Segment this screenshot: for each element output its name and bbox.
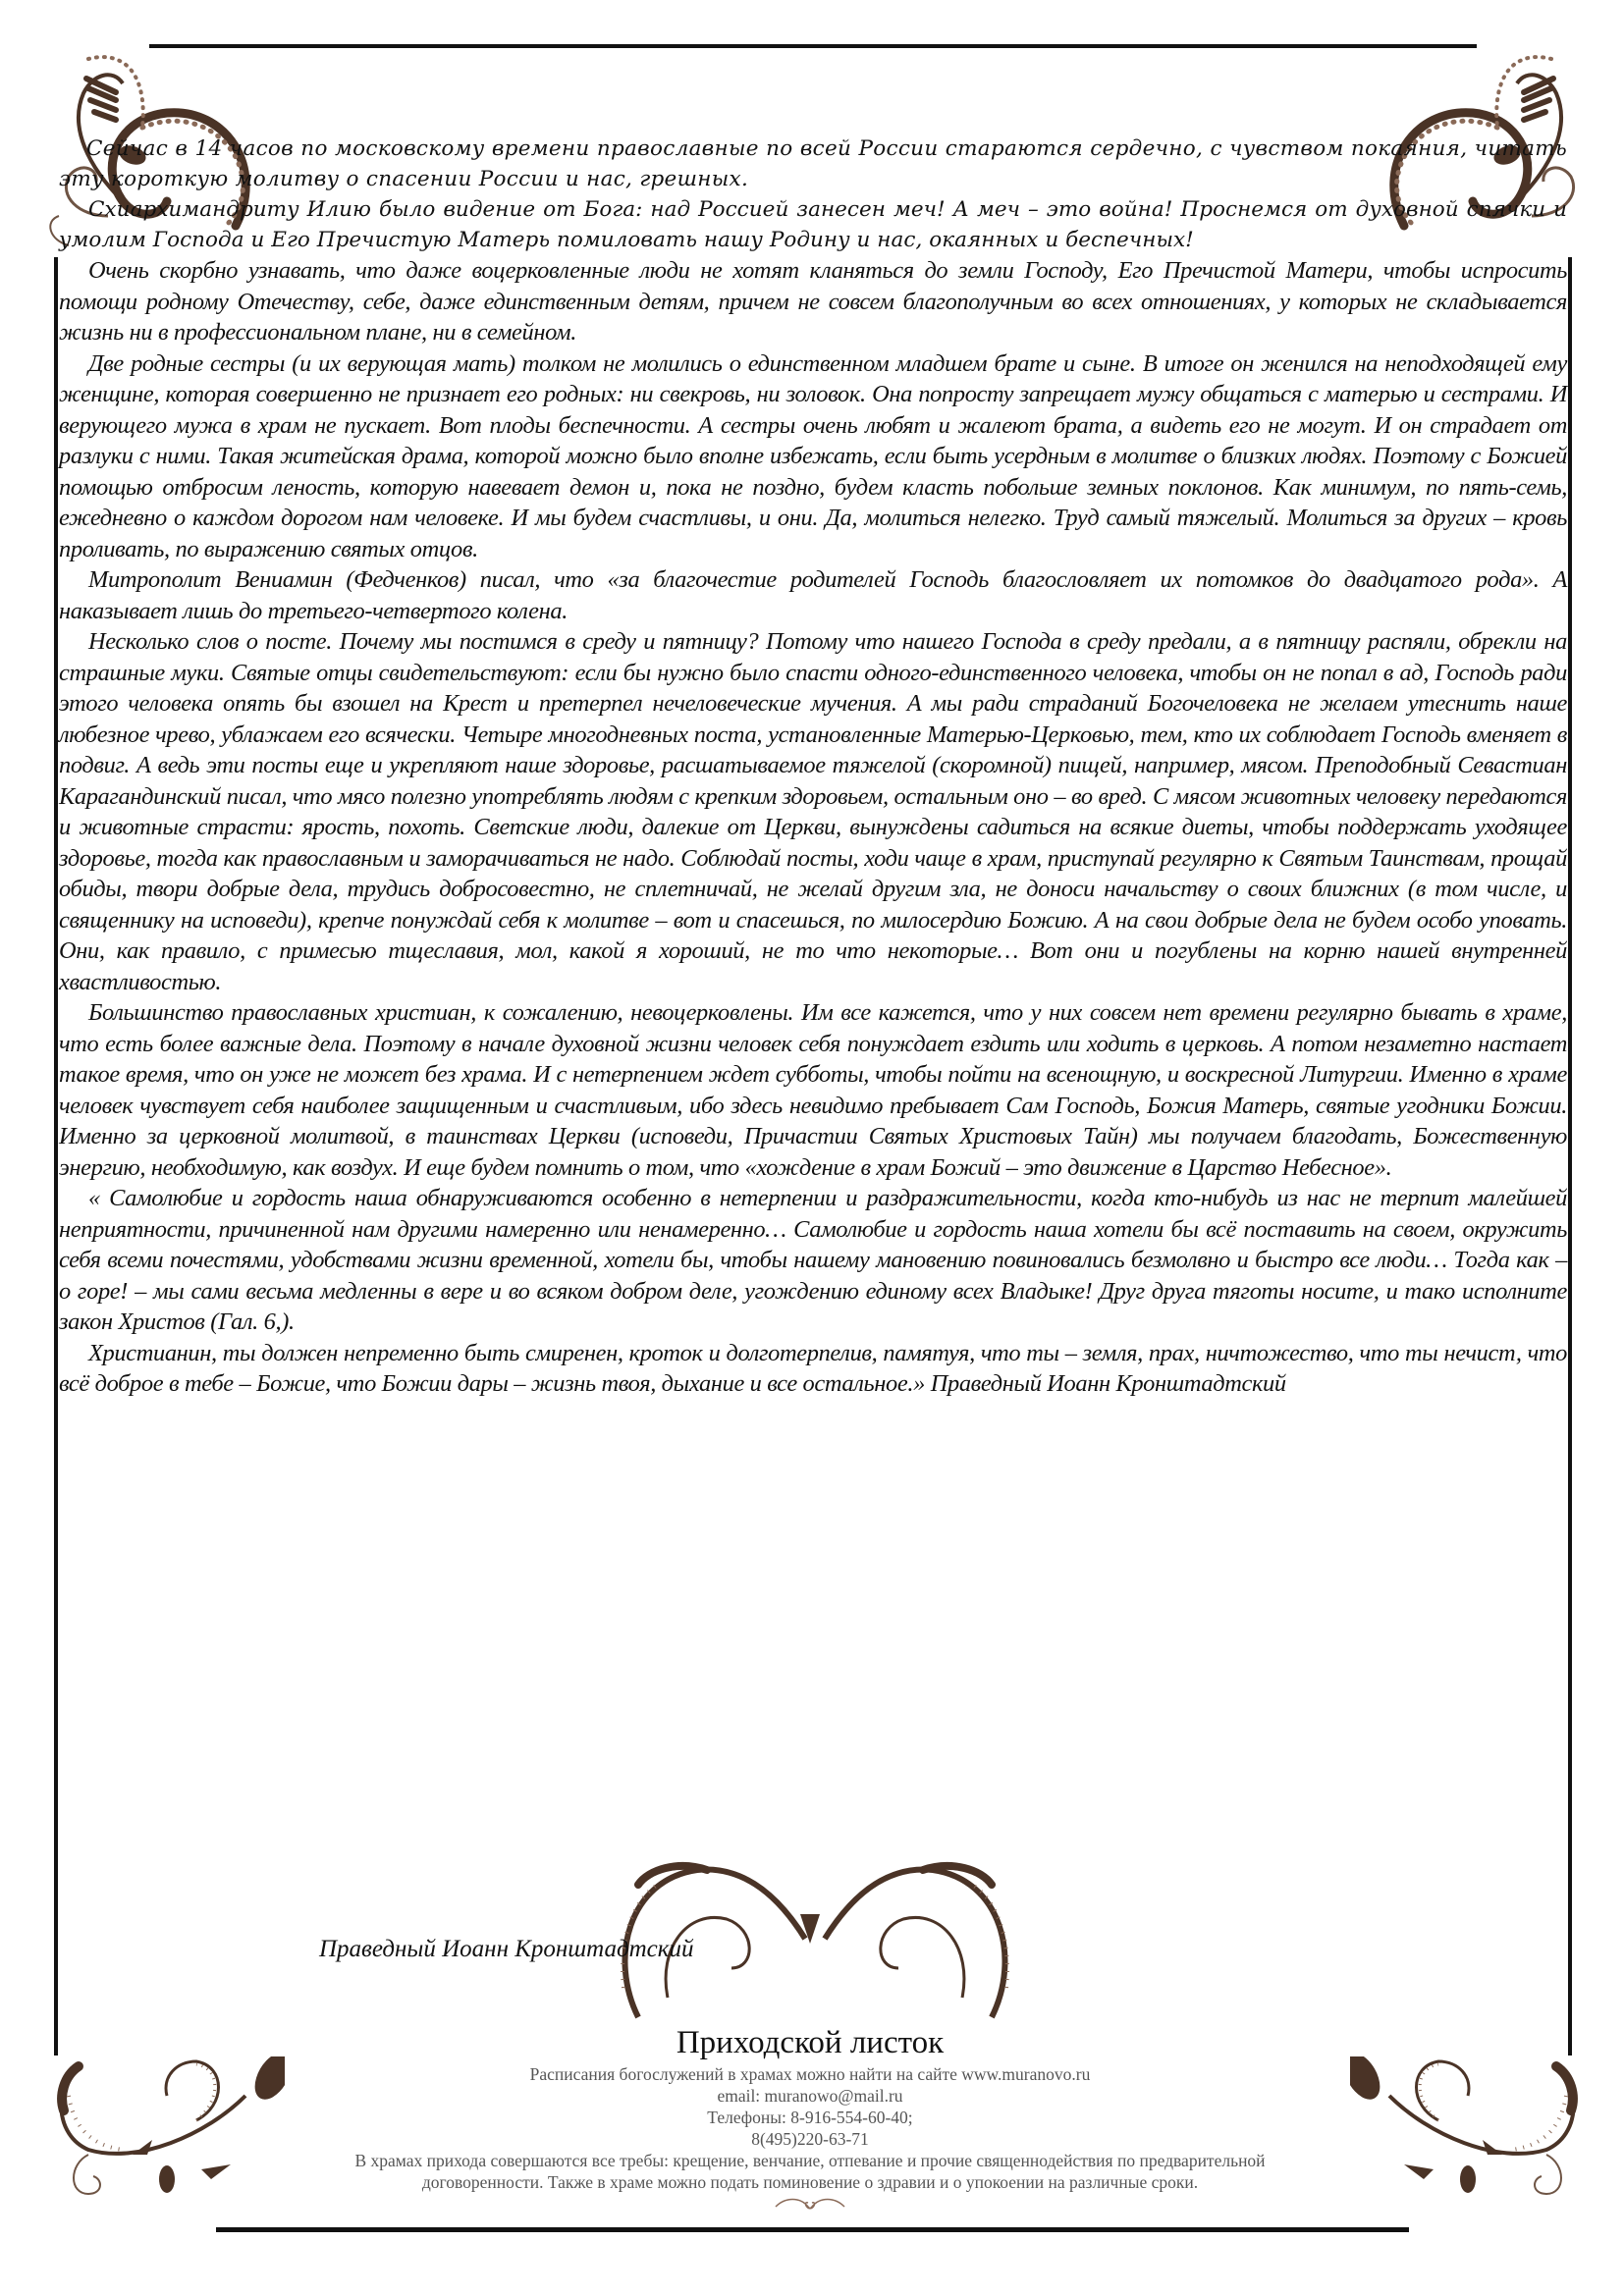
top-border-rule	[149, 44, 1477, 48]
paragraph-metropolitan: Митрополит Вениамин (Федченков) писал, что «за благочестие родителей Господь благословляет их потомков до двадцатого рода». А наказывает лишь до третьего-четвертого колена.	[59, 566, 1567, 624]
footer-phone-2: 8(495)220-63-71	[751, 2129, 869, 2149]
footer-flourish-icon	[771, 2197, 849, 2215]
paragraph-bowing: Очень скорбно узнавать, что даже воцерковленные люди не хотят кланяться до земли Господу, Его Пречистой Матери, чтобы испросить помощи родному Отечеству, себе, даже единственным детям, причем не совсем благополучным во всех отношениях, у которых не складывается жизнь ни в профессиональном плане, ни в семейном.	[59, 257, 1567, 346]
paragraph-prayer-time: Сейчас в 14 часов по московскому времени православные по всей России стараются сердечно, с чувством покаяния, читать эту короткую молитву о спасении России и нас, грешных.	[59, 136, 1567, 191]
footer-schedule-note: Расписания богослужений в храмах можно найти на сайте www.muranovo.ru	[529, 2064, 1091, 2084]
footer-title: Приходской листок	[676, 2025, 945, 2060]
paragraph-quote-pride: « Самолюбие и гордость наша обнаруживаются особенно в нетерпении и раздражительности, когда кто-нибудь из нас не терпит малейшей неприятности, причиненной нам другими намеренно или ненамеренно… Самолюбие и гордость наша хотели бы всё поставить на своем, окружить себя всеми почестями, удобствами жизни временной, хотели бы, чтобы нашему мановению повиновались безмолвно и быстро все люди… Тогда как – о горе! – мы сами весьма медленны в вере и во всяком добром деле, угождению единому всех Владыке! Друг друга тяготы носите, и тако исполните закон Христов (Гал. 6,).	[59, 1185, 1567, 1335]
bottom-border-rule	[216, 2227, 1409, 2232]
footer-services-note-2: договоренности. Также в храме можно подать поминовение о здравии и о упокоении на различные сроки.	[421, 2172, 1199, 2192]
parish-footer	[236, 2025, 1384, 2219]
right-border-rule	[1568, 257, 1572, 2056]
paragraph-church-attendance: Большинство православных христиан, к сожалению, невоцерковлены. Им все кажется, что у них совсем нет времени регулярно бывать в храме, что есть более важные дела. Поэтому в начале духовной жизни человек себя понуждает ездить или ходить в церковь. А потом незаметно настает такое время, что он уже не может без храма. И с нетерпением ждет субботы, чтобы пойти на всенощную, и воскресной Литургии. Именно в храме человек чувствует себя наиболее защищенным и счастливым, ибо здесь невидимо пребывает Сам Господь, Божия Матерь, святые угодники Божии. Именно за церковной молитвой, в таинствах Церкви (исповеди, Причастии Святых Христовых Тайн) мы получаем благодать, Божественную энергию, необходимую, как воздух. И еще будем помнить о том, что «хождение в храм Божий – это движение в Царство Небесное».	[59, 999, 1567, 1181]
paragraph-sisters: Две родные сестры (и их верующая мать) толком не молились о единственном младшем брате и сыне. В итоге он женился на неподходящей ему женщине, которая совершенно не признает его родных: ни свекровь, ни золовок. Она попросту запрещает мужу общаться с матерью и сестрами. И верующего мужа в храм не пускает. Вот плоды беспечности. А сестры очень любят и жалеют брата, а видеть его не могут. И он страдает от разлуки с ними. Такая житейская драма, которой можно было вполне избежать, если быть усердным в молитве о близких людях. Поэтому с Божией помощью отбросим леность, которую навевает демон и, пока не поздно, будем класть побольше земных поклонов. Как минимум, по пять-семь, ежедневно о каждом дорогом нам человеке. И мы будем счастливы, и они. Да, молиться нелегко. Труд самый тяжелый. Молиться за других – кровь проливать, по выражению святых отцов.	[59, 349, 1567, 562]
left-border-rule	[54, 257, 58, 2056]
footer-email: email: muranowo@mail.ru	[717, 2086, 903, 2106]
article-body	[59, 133, 1567, 1400]
paragraph-vision: Схиархимандриту Илию было видение от Бога: над Россией занесен меч! А меч – это война! Проснемся от духовной спячки и умолим Господа и Его Пречистую Матерь помиловать нашу Родину и нас, окаянных и беспечных!	[59, 197, 1567, 252]
footer-services-note-1: В храмах прихода совершаются все требы: крещение, венчание, отпевание и прочие священнодействия по предварительной	[354, 2151, 1266, 2170]
paragraph-fasting: Несколько слов о посте. Почему мы постимся в среду и пятницу? Потому что нашего Господа в среду предали, а в пятницу распяли, обрекли на страшные муки. Святые отцы свидетельствуют: если бы нужно было спасти одного-единственного человека, чтобы он не попал в ад, Господь ради этого человека опять бы взошел на Крест и претерпел нечеловеческие мучения. А мы ради страданий Богочеловека не желаем утеснить наше любезное чрево, ублажаем его всячески. Четыре многодневных поста, установленные Матерью-Церковью, тем, кто их соблюдает Господь вменяет в подвиг. А ведь эти посты еще и укрепляют наше здоровье, расшатываемое тяжелой (скоромной) пищей, например, мясом. Преподобный Севастиан Карагандинский писал, что мясо полезно употреблять людям с крепким здоровьем, остальным оно – во вред. С мясом животных человеку передаются и животные страсти: ярость, похоть. Светские люди, далекие от Церкви, вынуждены садиться на всякие диеты, чтобы поддержать уходящее здоровье, тогда как православным и заморачиваться не надо. Соблюдай посты, ходи чаще в храм, приступай регулярно к Святым Таинствам, прощай обиды, твори добрые дела, трудись добросовестно, не сплетничай, не желай другим зла, не доноси начальству о своих ближних (в том числе, и священнику на исповеди), крепче понуждай себя к молитве – вот и спасешься, по милосердию Божию. А на свои добрые дела не будем особо уповать. Они, как правило, с примесью тщеславия, мол, какой я хороший, не то что некоторые… Вот они и погублены на корню нашей внутренней хвастливостью.	[59, 628, 1567, 995]
paragraph-quote-christian: Христианин, ты должен непременно быть смиренен, кроток и долготерпелив, памятуя, что ты – земля, прах, ничтожество, что ты нечист, что всё доброе в тебе – Божие, что Божии дары – жизнь твоя, дыхание и все остальное.» Праведный Иоанн Кронштадтский	[59, 1339, 1567, 1397]
floral-ornament-bottom-right-icon	[1350, 2056, 1586, 2214]
footer-phone-1: Телефоны: 8-916-554-60-40;	[707, 2108, 913, 2127]
author-signature: Праведный Иоанн Кронштадтский	[319, 1936, 694, 1962]
